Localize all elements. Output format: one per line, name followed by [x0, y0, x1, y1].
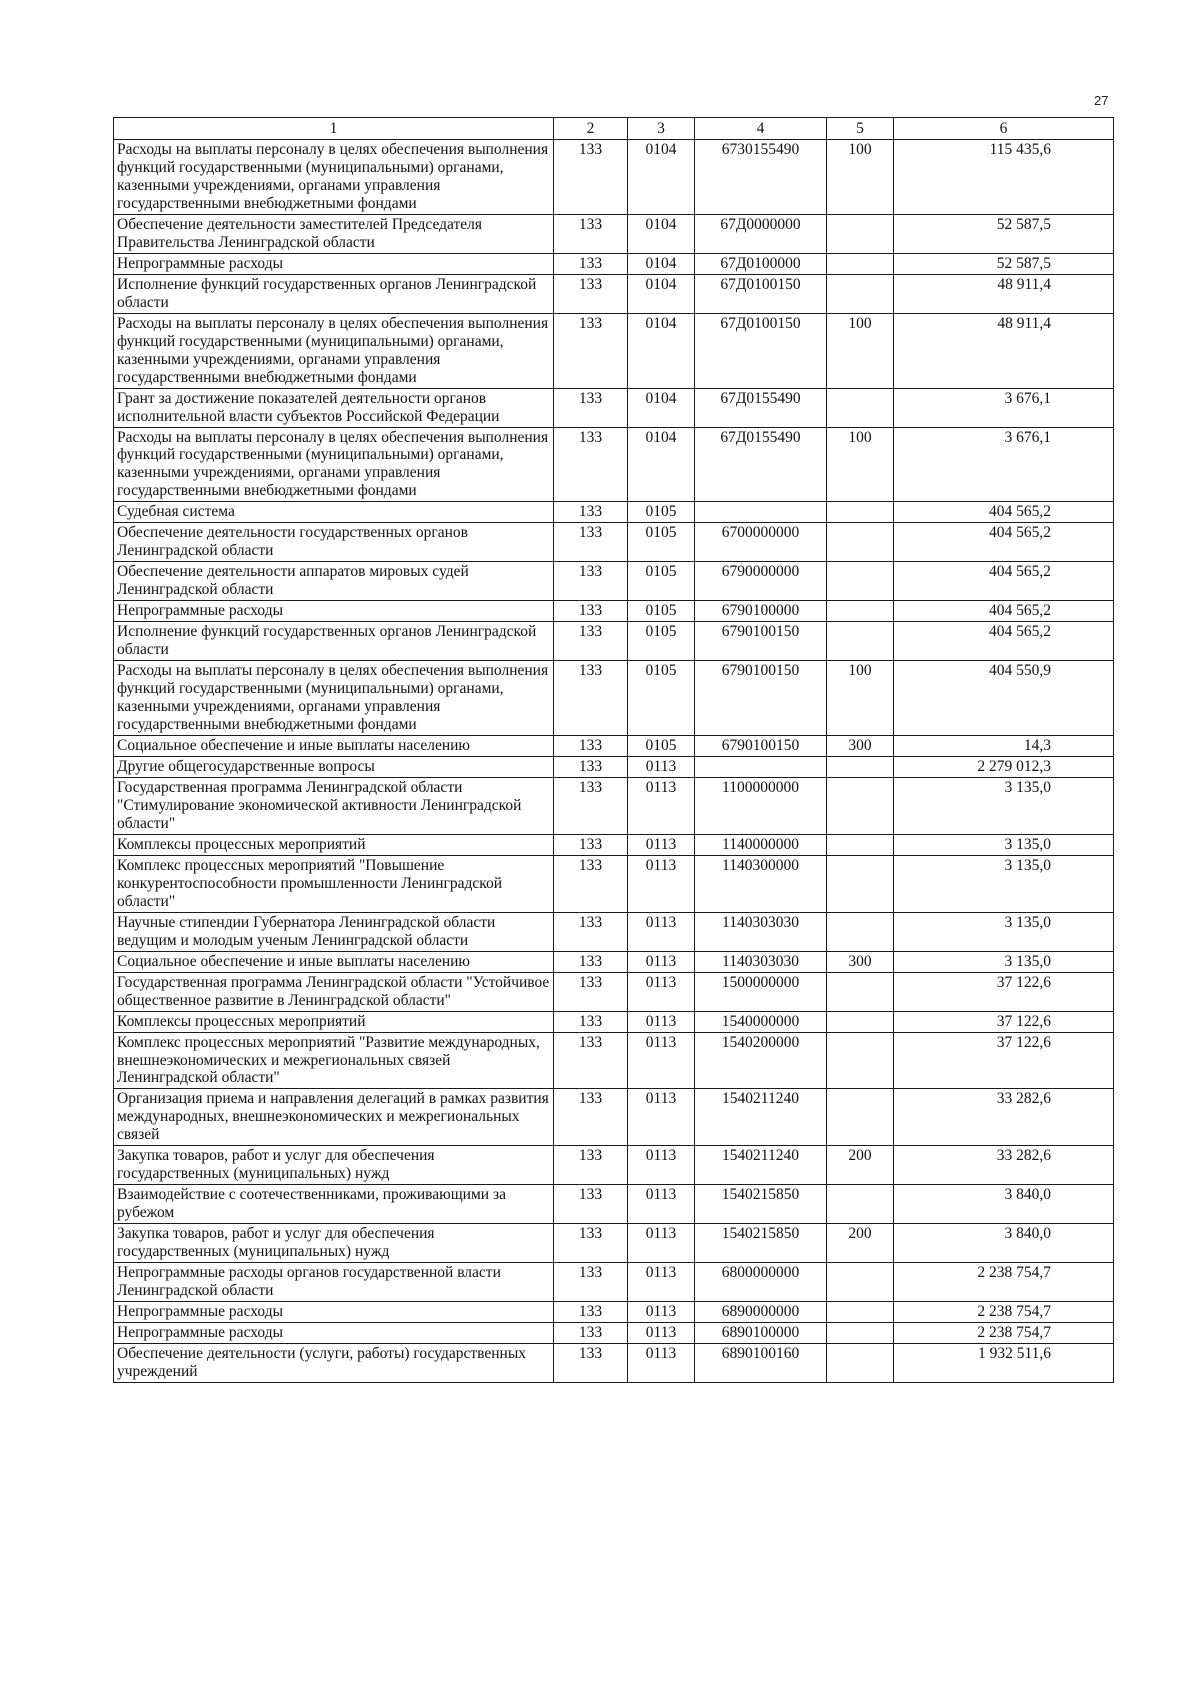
table-row [114, 951, 1114, 972]
table-row [114, 388, 1114, 427]
cell-target-article: 6890100000 [695, 1323, 827, 1344]
cell-target-article [695, 502, 827, 523]
cell-amount: 33 282,6 [894, 1146, 1114, 1185]
table-row [114, 502, 1114, 523]
cell-amount: 3 840,0 [894, 1185, 1114, 1224]
cell-amount: 3 135,0 [894, 777, 1114, 834]
cell-description: Социальное обеспечение и иные выплаты населению [114, 951, 554, 972]
table-header-row [114, 118, 1114, 140]
cell-amount: 3 135,0 [894, 912, 1114, 951]
cell-description: Непрограммные расходы [114, 1302, 554, 1323]
table-row [114, 313, 1114, 388]
cell-ministry: 133 [554, 214, 628, 253]
cell-ministry: 133 [554, 1032, 628, 1089]
cell-section: 0105 [628, 562, 695, 601]
header-cell-amount: 6 [894, 118, 1114, 140]
cell-description: Государственная программа Ленинградской области "Устойчивое общественное развитие в Ленинградской области" [114, 972, 554, 1011]
cell-amount: 1 932 511,6 [894, 1344, 1114, 1383]
cell-target-article [695, 756, 827, 777]
cell-ministry: 133 [554, 855, 628, 912]
cell-ministry: 133 [554, 972, 628, 1011]
cell-section: 0113 [628, 855, 695, 912]
table-row [114, 523, 1114, 562]
cell-description: Комплекс процессных мероприятий "Развитие международных, внешнеэкономических и межрегиональных связей Ленинградской области" [114, 1032, 554, 1089]
table-body [114, 139, 1114, 1382]
cell-expense-type [827, 834, 894, 855]
cell-target-article: 6790100150 [695, 661, 827, 736]
cell-target-article: 6790100000 [695, 601, 827, 622]
cell-description: Расходы на выплаты персоналу в целях обеспечения выполнения функций государственными (муниципальными) органами, казенными учреждениями, органами управления государственными внебюджетными фондами [114, 139, 554, 214]
cell-expense-type [827, 1011, 894, 1032]
cell-expense-type [827, 1263, 894, 1302]
cell-ministry: 133 [554, 912, 628, 951]
header-cell-description: 1 [114, 118, 554, 140]
cell-ministry: 133 [554, 523, 628, 562]
cell-amount: 3 676,1 [894, 427, 1114, 502]
table-row [114, 1302, 1114, 1323]
cell-ministry: 133 [554, 736, 628, 757]
cell-section: 0113 [628, 1032, 695, 1089]
cell-section: 0104 [628, 388, 695, 427]
cell-target-article: 1540215850 [695, 1185, 827, 1224]
cell-description: Комплексы процессных мероприятий [114, 834, 554, 855]
cell-section: 0113 [628, 972, 695, 1011]
cell-description: Обеспечение деятельности аппаратов мировых судей Ленинградской области [114, 562, 554, 601]
cell-expense-type [827, 601, 894, 622]
table-row [114, 1224, 1114, 1263]
cell-description: Взаимодействие с соотечественниками, проживающими за рубежом [114, 1185, 554, 1224]
cell-expense-type [827, 253, 894, 274]
cell-target-article: 67Д0155490 [695, 388, 827, 427]
cell-description: Расходы на выплаты персоналу в целях обеспечения выполнения функций государственными (муниципальными) органами, казенными учреждениями, органами управления государственными внебюджетными фондами [114, 661, 554, 736]
header-cell-target-article: 4 [695, 118, 827, 140]
table-row [114, 912, 1114, 951]
cell-ministry: 133 [554, 562, 628, 601]
header-cell-ministry: 2 [554, 118, 628, 140]
table-row [114, 622, 1114, 661]
cell-target-article: 6890000000 [695, 1302, 827, 1323]
cell-description: Исполнение функций государственных органов Ленинградской области [114, 274, 554, 313]
cell-target-article: 1540215850 [695, 1224, 827, 1263]
cell-amount: 404 565,2 [894, 622, 1114, 661]
cell-ministry: 133 [554, 1011, 628, 1032]
cell-expense-type [827, 855, 894, 912]
cell-target-article: 1540000000 [695, 1011, 827, 1032]
cell-amount: 2 238 754,7 [894, 1302, 1114, 1323]
cell-description: Непрограммные расходы [114, 1323, 554, 1344]
cell-expense-type: 100 [827, 139, 894, 214]
cell-ministry: 133 [554, 756, 628, 777]
table-row [114, 1323, 1114, 1344]
cell-section: 0113 [628, 1263, 695, 1302]
table-row [114, 1011, 1114, 1032]
cell-expense-type: 100 [827, 313, 894, 388]
cell-amount: 3 135,0 [894, 951, 1114, 972]
cell-ministry: 133 [554, 1323, 628, 1344]
cell-section: 0113 [628, 1185, 695, 1224]
cell-amount: 404 565,2 [894, 601, 1114, 622]
cell-section: 0104 [628, 313, 695, 388]
cell-target-article: 1100000000 [695, 777, 827, 834]
cell-expense-type: 100 [827, 427, 894, 502]
cell-section: 0105 [628, 622, 695, 661]
cell-target-article: 1540211240 [695, 1089, 827, 1146]
cell-amount: 404 550,9 [894, 661, 1114, 736]
cell-description: Расходы на выплаты персоналу в целях обеспечения выполнения функций государственными (муниципальными) органами, казенными учреждениями, органами управления государственными внебюджетными фондами [114, 313, 554, 388]
cell-section: 0113 [628, 1011, 695, 1032]
cell-expense-type [827, 912, 894, 951]
table-row [114, 139, 1114, 214]
cell-expense-type [827, 388, 894, 427]
cell-ministry: 133 [554, 388, 628, 427]
cell-description: Исполнение функций государственных органов Ленинградской области [114, 622, 554, 661]
cell-description: Научные стипендии Губернатора Ленинградской области ведущим и молодым ученым Ленинградской области [114, 912, 554, 951]
cell-section: 0104 [628, 427, 695, 502]
cell-expense-type [827, 1032, 894, 1089]
cell-expense-type: 200 [827, 1224, 894, 1263]
cell-description: Другие общегосударственные вопросы [114, 756, 554, 777]
table-row [114, 1146, 1114, 1185]
cell-description: Комплекс процессных мероприятий "Повышение конкурентоспособности промышленности Ленинградской области" [114, 855, 554, 912]
cell-target-article: 6730155490 [695, 139, 827, 214]
cell-description: Непрограммные расходы органов государственной власти Ленинградской области [114, 1263, 554, 1302]
cell-section: 0113 [628, 1344, 695, 1383]
cell-ministry: 133 [554, 1089, 628, 1146]
cell-ministry: 133 [554, 622, 628, 661]
cell-ministry: 133 [554, 951, 628, 972]
cell-ministry: 133 [554, 313, 628, 388]
cell-section: 0105 [628, 601, 695, 622]
cell-description: Государственная программа Ленинградской области "Стимулирование экономической активности Ленинградской области" [114, 777, 554, 834]
cell-ministry: 133 [554, 139, 628, 214]
cell-amount: 14,3 [894, 736, 1114, 757]
cell-amount: 48 911,4 [894, 313, 1114, 388]
cell-amount: 3 676,1 [894, 388, 1114, 427]
cell-description: Непрограммные расходы [114, 601, 554, 622]
cell-target-article: 67Д0100150 [695, 274, 827, 313]
cell-expense-type [827, 777, 894, 834]
table-row [114, 972, 1114, 1011]
cell-target-article: 67Д0100000 [695, 253, 827, 274]
cell-amount: 115 435,6 [894, 139, 1114, 214]
cell-ministry: 133 [554, 1146, 628, 1185]
table-row [114, 834, 1114, 855]
cell-expense-type [827, 562, 894, 601]
cell-section: 0113 [628, 834, 695, 855]
cell-target-article: 6790100150 [695, 622, 827, 661]
cell-target-article: 1140000000 [695, 834, 827, 855]
cell-expense-type [827, 502, 894, 523]
cell-expense-type [827, 972, 894, 1011]
cell-description: Закупка товаров, работ и услуг для обеспечения государственных (муниципальных) нужд [114, 1224, 554, 1263]
cell-expense-type [827, 1344, 894, 1383]
table-row [114, 274, 1114, 313]
cell-expense-type [827, 1185, 894, 1224]
cell-target-article: 6790100150 [695, 736, 827, 757]
cell-target-article: 1140300000 [695, 855, 827, 912]
cell-description: Организация приема и направления делегаций в рамках развития международных, внешнеэкономических и межрегиональных связей [114, 1089, 554, 1146]
cell-target-article: 1140303030 [695, 912, 827, 951]
cell-amount: 3 840,0 [894, 1224, 1114, 1263]
cell-section: 0113 [628, 951, 695, 972]
cell-amount: 33 282,6 [894, 1089, 1114, 1146]
table-row [114, 601, 1114, 622]
cell-ministry: 133 [554, 1224, 628, 1263]
table-row [114, 427, 1114, 502]
cell-section: 0105 [628, 736, 695, 757]
cell-amount: 2 279 012,3 [894, 756, 1114, 777]
table-row [114, 756, 1114, 777]
cell-section: 0104 [628, 139, 695, 214]
cell-expense-type [827, 274, 894, 313]
table-row [114, 1089, 1114, 1146]
cell-target-article: 6800000000 [695, 1263, 827, 1302]
cell-section: 0113 [628, 1224, 695, 1263]
table-row [114, 1344, 1114, 1383]
cell-amount: 2 238 754,7 [894, 1263, 1114, 1302]
table-row [114, 562, 1114, 601]
cell-description: Судебная система [114, 502, 554, 523]
cell-description: Комплексы процессных мероприятий [114, 1011, 554, 1032]
cell-amount: 3 135,0 [894, 834, 1114, 855]
cell-target-article: 67Д0155490 [695, 427, 827, 502]
cell-description: Грант за достижение показателей деятельности органов исполнительной власти субъектов Российской Федерации [114, 388, 554, 427]
cell-section: 0113 [628, 1323, 695, 1344]
cell-section: 0105 [628, 523, 695, 562]
cell-amount: 37 122,6 [894, 1011, 1114, 1032]
cell-ministry: 133 [554, 427, 628, 502]
cell-expense-type [827, 1302, 894, 1323]
cell-ministry: 133 [554, 253, 628, 274]
cell-section: 0113 [628, 1089, 695, 1146]
cell-section: 0113 [628, 777, 695, 834]
cell-ministry: 133 [554, 834, 628, 855]
cell-expense-type: 300 [827, 951, 894, 972]
cell-description: Непрограммные расходы [114, 253, 554, 274]
table-row [114, 253, 1114, 274]
cell-ministry: 133 [554, 1263, 628, 1302]
page-number: 27 [1094, 93, 1109, 108]
table-row [114, 1032, 1114, 1089]
cell-ministry: 133 [554, 777, 628, 834]
cell-amount: 52 587,5 [894, 214, 1114, 253]
table-row [114, 214, 1114, 253]
cell-description: Закупка товаров, работ и услуг для обеспечения государственных (муниципальных) нужд [114, 1146, 554, 1185]
cell-description: Расходы на выплаты персоналу в целях обеспечения выполнения функций государственными (муниципальными) органами, казенными учреждениями, органами управления государственными внебюджетными фондами [114, 427, 554, 502]
cell-section: 0104 [628, 274, 695, 313]
cell-section: 0113 [628, 912, 695, 951]
cell-amount: 2 238 754,7 [894, 1323, 1114, 1344]
cell-ministry: 133 [554, 274, 628, 313]
table-row [114, 661, 1114, 736]
cell-description: Социальное обеспечение и иные выплаты населению [114, 736, 554, 757]
cell-expense-type: 100 [827, 661, 894, 736]
cell-ministry: 133 [554, 1185, 628, 1224]
table-row [114, 1185, 1114, 1224]
cell-ministry: 133 [554, 661, 628, 736]
cell-target-article: 67Д0000000 [695, 214, 827, 253]
cell-target-article: 6790000000 [695, 562, 827, 601]
cell-target-article: 67Д0100150 [695, 313, 827, 388]
cell-description: Обеспечение деятельности заместителей Председателя Правительства Ленинградской области [114, 214, 554, 253]
cell-amount: 404 565,2 [894, 562, 1114, 601]
cell-target-article: 1540200000 [695, 1032, 827, 1089]
cell-target-article: 1540211240 [695, 1146, 827, 1185]
cell-section: 0105 [628, 502, 695, 523]
cell-expense-type [827, 622, 894, 661]
cell-expense-type: 300 [827, 736, 894, 757]
cell-expense-type [827, 756, 894, 777]
header-cell-expense-type: 5 [827, 118, 894, 140]
cell-ministry: 133 [554, 502, 628, 523]
cell-expense-type [827, 214, 894, 253]
cell-amount: 48 911,4 [894, 274, 1114, 313]
cell-section: 0113 [628, 1146, 695, 1185]
table-row [114, 736, 1114, 757]
cell-section: 0105 [628, 661, 695, 736]
table-row [114, 777, 1114, 834]
cell-section: 0113 [628, 1302, 695, 1323]
cell-section: 0104 [628, 214, 695, 253]
table-row [114, 855, 1114, 912]
cell-description: Обеспечение деятельности (услуги, работы) государственных учреждений [114, 1344, 554, 1383]
cell-amount: 404 565,2 [894, 502, 1114, 523]
cell-description: Обеспечение деятельности государственных органов Ленинградской области [114, 523, 554, 562]
cell-ministry: 133 [554, 1344, 628, 1383]
table-row [114, 1263, 1114, 1302]
cell-expense-type [827, 523, 894, 562]
cell-amount: 37 122,6 [894, 1032, 1114, 1089]
budget-table [113, 117, 1114, 1383]
cell-section: 0104 [628, 253, 695, 274]
cell-ministry: 133 [554, 1302, 628, 1323]
cell-amount: 3 135,0 [894, 855, 1114, 912]
cell-amount: 37 122,6 [894, 972, 1114, 1011]
cell-ministry: 133 [554, 601, 628, 622]
cell-section: 0113 [628, 756, 695, 777]
cell-amount: 404 565,2 [894, 523, 1114, 562]
cell-expense-type: 200 [827, 1146, 894, 1185]
cell-target-article: 6700000000 [695, 523, 827, 562]
cell-expense-type [827, 1089, 894, 1146]
cell-amount: 52 587,5 [894, 253, 1114, 274]
cell-target-article: 1140303030 [695, 951, 827, 972]
cell-target-article: 1500000000 [695, 972, 827, 1011]
cell-expense-type [827, 1323, 894, 1344]
header-cell-section: 3 [628, 118, 695, 140]
cell-target-article: 6890100160 [695, 1344, 827, 1383]
